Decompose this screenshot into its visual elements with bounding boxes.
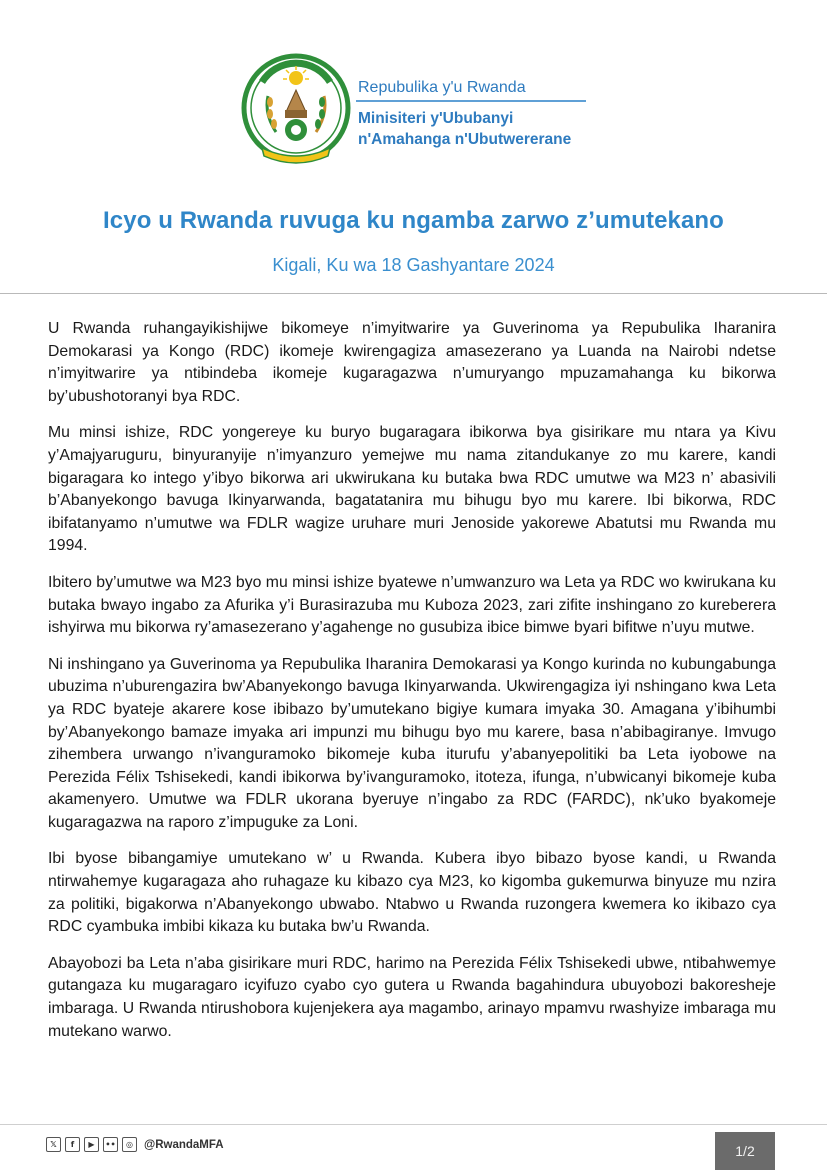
youtube-icon[interactable]: ▶ — [84, 1137, 99, 1152]
place-date: Kigali, Ku wa 18 Gashyantare 2024 — [272, 255, 555, 275]
ministry-name-line1: Minisiteri y'Ububanyi — [358, 110, 514, 127]
paragraph: Mu minsi ishize, RDC yongereye ku buryo bugaragara ibikorwa bya gisirikare mu ntara ya Kivu y’Amajyaruguru, binyuranyije n’imyanzuro yemejwe mu nama zitandukanye zo mu karere, kandi bigaragara ko intego y’ibyo bikorwa ari ukwirukana ku butaka bwa RDC umutwe wa M23 n’ abasivili b’Abanyekongo bavuga Ikinyarwanda, bagatatanira mu bihugu byo mu karere. Ibi bikorwa, RDC ibifatanyamo n’umutwe wa FDLR wagize uruhare muri Jenoside yakorewe Abatutsi mu Rwanda mu 1994. — [48, 424, 776, 555]
document-body — [48, 318, 776, 1057]
ministry-rule — [356, 100, 586, 102]
paragraph: Abayobozi ba Leta n’aba gisirikare muri RDC, harimo na Perezida Félix Tshisekedi ubwe, ntibahwemye gutangaza ku mugaragaro icyifuzo cyabo cyo gutera u Rwanda bagahindura ubuyobozi bakoresheje imbaraga. U Rwanda ntirushobora kujenjekera aya magambo, arinayo mpamvu rwashyize imbaraga mu mutekano warwo. — [48, 954, 776, 1040]
paragraph: Ni inshingano ya Guverinoma ya Repubulika Iharanira Demokarasi ya Kongo kurinda no kubungabunga ubuzima n’uburengazira bw’Abanyekongo bavuga Ikinyarwanda. Ukwirengagiza iyi nshingano kwa Leta ya RDC byateje akarere kose ibibazo by’umutekano bigiye kumara imyaka 30. Amagana y’ibihumbi by’Abanyekongo bamaze imyaka ari impunzi mu bihugu byo mu karere, basa n’abibagiranye. Imvugo zihembera urwango n’ivanguramoko bikomeje kuba iturufu y’abanyepolitiki ba Leta iyobowe na Perezida Félix Tshisekedi, kandi ibikorwa by’ivanguramoko, itoteza, ifunga, n’ubwicanyi bikomeje kuba akamenyero. Umutwe wa FDLR ukorana byeruye n’ingabo za RDC (FARDC), nk’uko byakomeje kugaragazwa na raporo z’impuguke za Loni. — [48, 655, 776, 831]
republic-name: Repubulika y'u Rwanda — [358, 79, 526, 96]
ministry-name-block — [356, 78, 588, 150]
letterhead — [0, 0, 827, 200]
ministry-name-line2: n'Amahanga n'Ubutwererane — [358, 131, 572, 148]
x-icon[interactable]: 𝕏 — [46, 1137, 61, 1152]
paragraph: Ibi byose bibangamiye umutekano w’ u Rwanda. Kubera ibyo bibazo byose kandi, u Rwanda ntirwahemye kugaragaza aho ruhagaze ku kibazo cya M23, ko kigomba gukemurwa binyuze mu nzira za politiki, bigakorwa n’Abanyekongo ubwabo. Ntabwo u Rwanda ruzongera kwemera ko ikibazo cya RDC cyambuka imbibi kikaza ku butaka bw’u Rwanda. — [48, 850, 776, 936]
rwanda-coat-of-arms-icon — [240, 52, 352, 170]
document-title: Icyo u Rwanda ruvuga ku ngamba zarwo z’umutekano — [103, 207, 724, 234]
social-links — [46, 1137, 224, 1152]
facebook-icon[interactable]: f — [65, 1137, 80, 1152]
social-handle[interactable]: @RwandaMFA — [144, 1138, 224, 1151]
paragraph: Ibitero by’umutwe wa M23 byo mu minsi ishize byatewe n’umwanzuro wa Leta ya RDC wo kwirukana ku butaka bwayo ingabo za Afurika y’i Burasirazuba mu Kuboza 2023, zari zifite inshingano zo kureberera ishyirwa mu bikorwa ry’amasezerano y’agahenge no gusubiza ibice bimwe byari bifitwe n’uyu mutwe. — [48, 573, 776, 637]
flickr-icon[interactable]: •• — [103, 1137, 118, 1152]
instagram-icon[interactable]: ◎ — [122, 1137, 137, 1152]
footer-divider — [0, 1124, 827, 1125]
page-number: 1/2 — [715, 1132, 775, 1170]
paragraph: U Rwanda ruhangayikishijwe bikomeye n’imyitwarire ya Guverinoma ya Repubulika Iharanira Demokarasi ya Kongo (RDC) ikomeje kwirengagiza amasezerano ya Luanda na Nairobi ndetse n’imyitwarire ya ntibindeba ikomeje kugaragazwa n’umuryango mpuzamahanga ku bikorwa by’ubushotoranyi bya RDC. — [48, 320, 776, 405]
header-divider — [0, 293, 827, 294]
